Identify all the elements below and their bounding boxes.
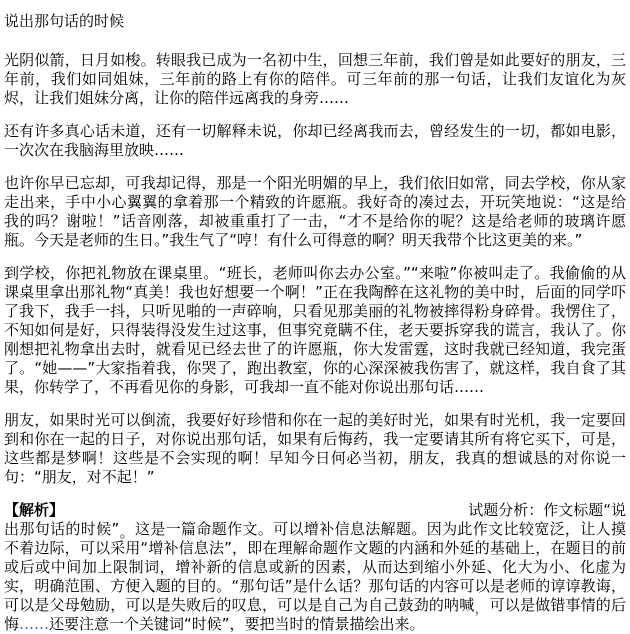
essay-paragraph-5: 朋友，如果时光可以倒流，我要好好珍惜和你在一起的美好时光，如果有时光机，我一定要回到和你在一起的日子，对你说出那句话，如果有后悔药，我一定要请其所有将它买下，可是，这些都是梦啊！这些是不会实现的啊！早知今日何必当初，朋友，我真的想诚恳的对你说一句：“朋友，对不起！” — [4, 411, 626, 486]
analysis-lowered-period: 。 — [119, 523, 135, 541]
analysis-body-main: 这是一篇命题作文。可以增补信息法解题。因为此作文比较宽泛，让人摸不着边际，可以采用“增补信息法”，即在理解命题作文题的内涵和外延的基础上，在题目的前或后或中间加上限制词，增补新的信息或新的因素，从而达到缩小外延、化大为小、化虚为实，明确范围、方便入题的目的。“那句话”是什么话？那句话的内容可以是老师的谆谆教诲，可以是父母勉励，可以是失败后的叹息，可以是自己为自己鼓劲的呐喊 — [4, 520, 626, 614]
analysis-body-after-comma: 可以是做错事情的后悔 — [4, 596, 626, 633]
essay-paragraph-2: 还有许多真心话未道，还有一切解释未说，你却已经离我而去，曾经发生的一切，都如电影，一次次在我脑海里放映…… — [4, 122, 626, 159]
analysis-label: 【解析】 — [4, 501, 65, 519]
essay-paragraph-3: 也许你早已忘却，可我却记得，那是一个阳光明媚的早上，我们依旧如常，同去学校，你从家走出来，手中小心翼翼的拿着那一个精致的许愿瓶。我好奇的凑过去，开玩笑地说：“这是给我的吗？谢啦！”话音刚落，却被重重打了一击，“才不是给你的呢？这是给老师的玻璃许愿瓶。今天是老师的生日。”我生气了“哼！有什么可得意的啊？明天我带个比这更美的来。” — [4, 174, 626, 249]
analysis-section — [4, 501, 626, 634]
analysis-body — [4, 520, 626, 634]
analysis-body-start: 出那句话的时候” — [4, 520, 120, 538]
analysis-lowered-comma: ， — [474, 599, 490, 617]
analysis-intro-fragment: 试题分析：作文标题“说 — [468, 501, 626, 519]
ellipsis-mark: …… — [19, 615, 50, 633]
analysis-first-line — [4, 501, 626, 520]
analysis-body-end: 还要注意一个关键词“时候”，要把当时的情景描绘出来。 — [49, 615, 425, 633]
essay-paragraph-1: 光阴似箭，日月如梭。转眼我已成为一名初中生，回想三年前，我们曾是如此要好的朋友，三年前，我们如同姐妹，三年前的路上有你的陪伴。可三年前的那一句话，让我们友谊化为灰烬，让我们姐妹分离，让你的陪伴远离我的身旁…… — [4, 51, 626, 107]
essay-paragraph-4: 到学校，你把礼物放在课桌里。“班长，老师叫你去办公室。”“来啦”你被叫走了。我偷偷的从课桌里拿出那礼物“真美！我也好想要一个啊！”正在我陶醉在这礼物的美中时，后面的同学吓了我下，我手一抖，只听见啪的一声碎响，只看见那美丽的礼物被摔得粉身碎骨。我愣住了，不知如何是好，只得装得没发生过这事，但事究竟瞒不住，老天要拆穿我的谎言，我认了。你刚想把礼物拿出去时，就看见已经去世了的许愿瓶，你大发雷霆，这时我就已经知道，我完蛋了。“她——”大家指着我，你哭了，跑出教室，你的心深深被我伤害了，就这样，我自食了其果，你转学了，不再看见你的身影，可我却一直不能对你说出那句话…… — [4, 264, 626, 396]
essay-title: 说出那句话的时候 — [4, 12, 125, 30]
